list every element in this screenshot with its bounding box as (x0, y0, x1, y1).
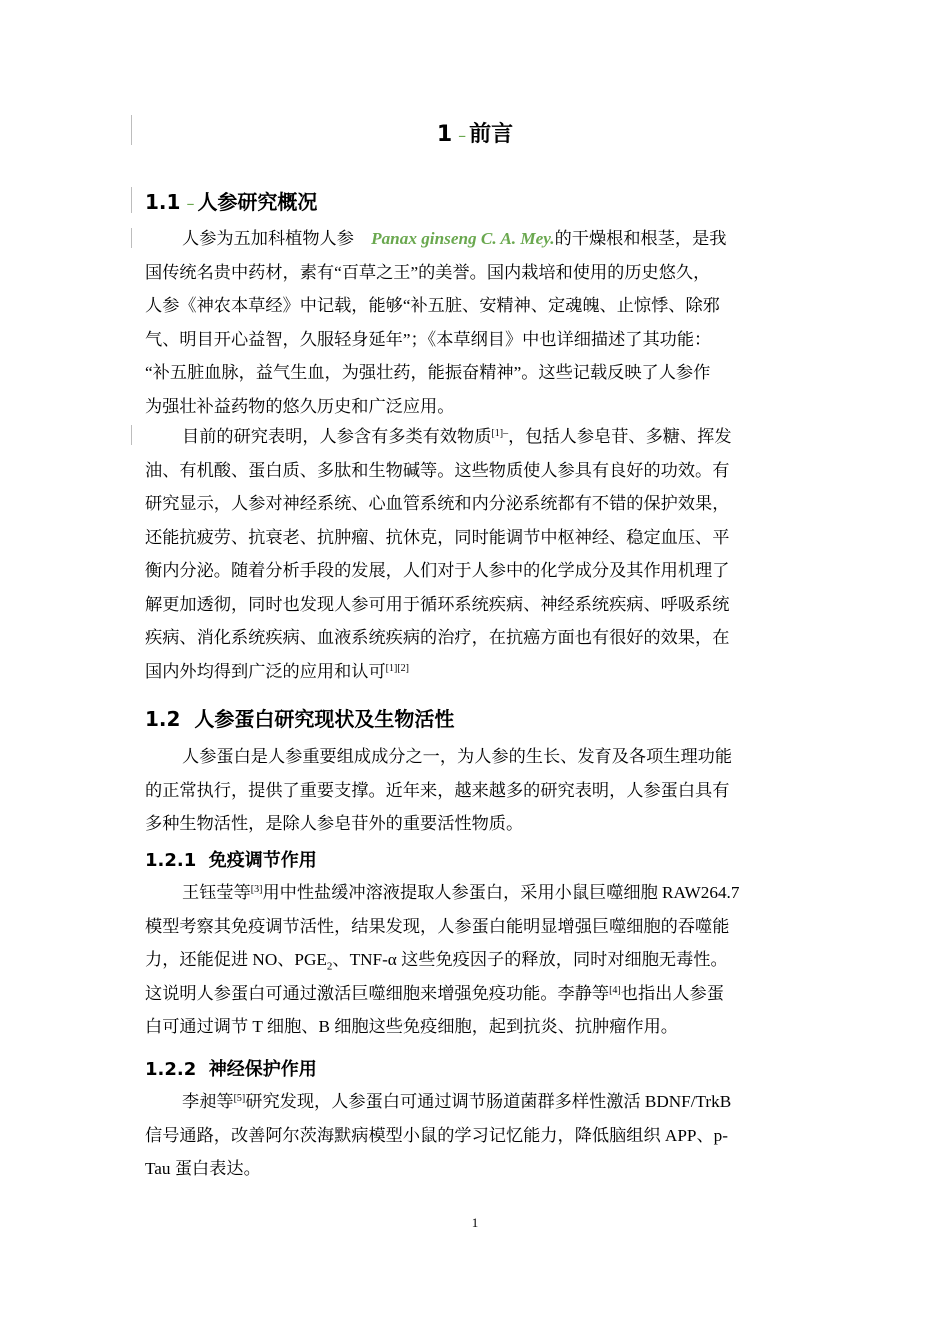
paragraph-ginseng-overview (145, 222, 805, 423)
text-line: 人参《神农本草经》中记载，能够“补五脏、安精神、定魂魄、止惊悸、除邪 (145, 296, 720, 315)
citation: [3] (250, 884, 263, 895)
revision-bar (131, 425, 132, 445)
paragraph-neuroprotection (145, 1085, 805, 1186)
text-line: “补五脏血脉，益气生血，为强壮药，能振奋精神”。这些记载反映了人参作 (145, 363, 711, 382)
text-line: 人参为五加科植物人参 Panax ginseng C. A. Mey.的干燥根和根茎，是我 (182, 229, 727, 248)
heading-dash: – (186, 194, 195, 213)
text-line: 为强壮补益药物的悠久历史和广泛应用。 (145, 396, 455, 416)
citation: [1]– (491, 428, 509, 439)
text-line: 国内外均得到广泛的应用和认可[1][2] (145, 661, 409, 681)
citation: [1][2] (385, 662, 409, 674)
page-number: 1 (471, 1215, 479, 1230)
section-number: 1.2 (145, 707, 181, 731)
section-number: 1.2.2 (145, 1059, 197, 1080)
section-heading-1-1 (145, 188, 317, 218)
text-line: 气、明目开心益智，久服轻身延年”；《本草纲目》中也详细描述了其功能： (145, 329, 712, 349)
chapter-title-text: 前言 (469, 122, 514, 147)
text-line: 研究显示，人参对神经系统、心血管系统和内分泌系统都有不错的保护效果， (145, 494, 730, 513)
section-heading-1-2-2 (145, 1057, 317, 1083)
chapter-title (0, 117, 950, 148)
text-line: 这说明人参蛋白可通过激活巨噬细胞来增强免疫功能。李静等[4]也指出人参蛋 (145, 983, 724, 1003)
text-line: 解更加透彻，同时也发现人参可用于循环系统疾病、神经系统疾病、呼吸系统 (145, 594, 730, 614)
text-line: Tau 蛋白表达。 (145, 1159, 261, 1178)
text-line: 的正常执行，提供了重要支撑。近年来，越来越多的研究表明，人参蛋白具有 (145, 780, 730, 800)
citation: [4] (609, 984, 621, 996)
paragraph-immune-regulation (145, 876, 805, 1044)
text-line: 衡内分泌。随着分析手段的发展，人们对于人参中的化学成分及其作用机理了 (145, 561, 730, 580)
section-number: 1.1 (145, 190, 181, 214)
text-line: 还能抗疲劳、抗衰老、抗肿瘤、抗休克，同时能调节中枢神经、稳定血压、平 (145, 527, 730, 547)
section-title: 人参研究概况 (197, 190, 318, 214)
revision-bar (131, 187, 132, 213)
section-number: 1.2.1 (145, 850, 197, 871)
text-line: 信号通路，改善阿尔茨海默病模型小鼠的学习记忆能力，降低脑组织 APP、p- (145, 1125, 728, 1145)
latin-species-name: Panax ginseng C. A. Mey. (371, 229, 555, 248)
paragraph-ginseng-protein (145, 740, 805, 841)
text-line: 模型考察其免疫调节活性，结果发现，人参蛋白能明显增强巨噬细胞的吞噬能 (145, 916, 730, 936)
text-line: 疾病、消化系统疾病、血液系统疾病的治疗，在抗癌方面也有很好的效果，在 (145, 628, 730, 647)
text-line: 白可通过调节 T 细胞、B 细胞这些免疫细胞，起到抗炎、抗肿瘤作用。 (145, 1017, 678, 1036)
text-line: 李昶等[5]研究发现，人参蛋白可通过调节肠道菌群多样性激活 BDNF/TrkB (182, 1092, 732, 1111)
section-title: 人参蛋白研究现状及生物活性 (194, 707, 455, 731)
text-line: 多种生物活性，是除人参皂苷外的重要活性物质。 (145, 814, 524, 833)
revision-bar (131, 228, 132, 248)
heading-dash: – (458, 126, 467, 145)
text-line: 力，还能促进 NO、$PGE_2$、TNF-α 这些免疫因子的释放，同时对细胞无毒性。 (145, 950, 728, 973)
section-heading-1-2 (145, 705, 454, 733)
section-heading-1-2-1 (145, 848, 317, 874)
text-line: 目前的研究表明，人参含有多类有效物质$^{[1]-}$，包括人参皂苷、多糖、挥发 (182, 427, 732, 446)
section-title: 神经保护作用 (208, 1059, 317, 1080)
citation: [5] (233, 1093, 246, 1104)
text-line: 人参蛋白是人参重要组成成分之一，为人参的生长、发育及各项生理功能 (182, 747, 733, 766)
text-line: 油、有机酸、蛋白质、多肽和生物碱等。这些物质使人参具有良好的功效。有 (145, 460, 730, 480)
text-line: 王钰莹等[3]用中性盐缓冲溶液提取人参蛋白，采用小鼠巨噬细胞 RAW264.7 (182, 883, 740, 902)
chapter-number: 1 (436, 122, 453, 147)
section-title: 免疫调节作用 (208, 850, 317, 871)
paragraph-active-substances (145, 420, 805, 688)
text-line: 国传统名贵中药材，素有“百草之王”的美誉。国内栽培和使用的历史悠久， (145, 262, 711, 282)
